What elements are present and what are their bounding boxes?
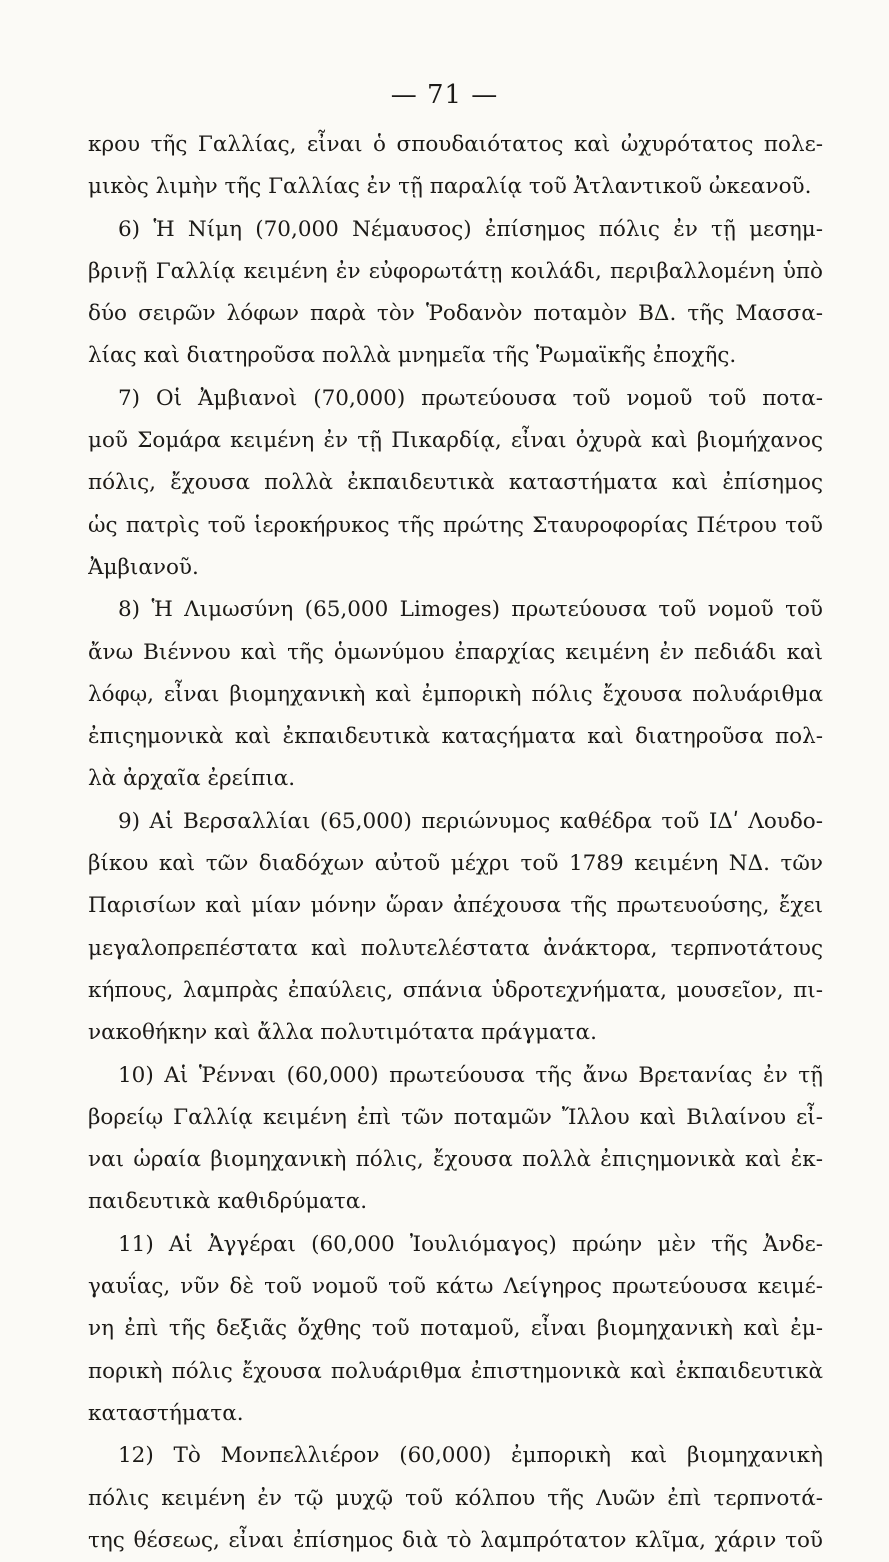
text-line: νακοθήκην καὶ ἄλλα πολυτιμότατα πράγματα. [88, 1020, 597, 1046]
text-line: 9) Αἱ Βερσαλλίαι (65,000) περιώνυμος καθέδρα τοῦ ΙΔʹ Λουδο- [118, 808, 823, 834]
text-line: μεγαλοπρεπέστατα καὶ πολυτελέστατα ἀνάκτορα, τερπνοτάτους [88, 935, 823, 961]
text-line: παιδευτικὰ καθιδρύματα. [88, 1189, 368, 1215]
text-line: 12) Τὸ Μονπελλιέρον (60,000) ἐμπορικὴ καὶ βιομηχανικὴ [118, 1443, 823, 1469]
body-text [88, 124, 823, 1562]
text-line: 11) Αἱ Ἀγγέραι (60,000 Ἰουλιόμαγος) πρώην μὲν τῆς Ἀνδε- [118, 1231, 823, 1257]
text-line: ἄνω Βιέννου καὶ τῆς ὁμωνύμου ἐπαρχίας κειμένη ἐν πεδιάδι καὶ [88, 639, 823, 665]
text-line: γαυΐας, νῦν δὲ τοῦ νομοῦ τοῦ κάτω Λείγηρος πρωτεύουσα κειμέ- [88, 1274, 823, 1300]
text-line: 6) Ἡ Νίμη (70,000 Νέμαυσος) ἐπίσημος πόλις ἐν τῇ μεσημ- [118, 216, 823, 242]
text-line: κρου τῆς Γαλλίας, εἶναι ὁ σπουδαιότατος καὶ ὠχυρότατος πολε- [88, 132, 823, 157]
text-line: 7) Οἱ Ἀμβιανοὶ (70,000) πρωτεύουσα τοῦ νομοῦ τοῦ ποτα- [118, 385, 823, 411]
text-line: λίας καὶ διατηροῦσα πολλὰ μνημεῖα τῆς Ῥωμαϊκῆς ἐποχῆς. [88, 343, 737, 369]
page-number: — 71 — [390, 80, 499, 110]
text-line: βίκου καὶ τῶν διαδόχων αὐτοῦ μέχρι τοῦ 1789 κειμένη ΝΔ. τῶν [88, 851, 823, 877]
text-line: λόφῳ, εἶναι βιομηχανικὴ καὶ ἐμπορικὴ πόλις ἔχουσα πολυάριθμα [88, 681, 823, 707]
text-line: της θέσεως, εἶναι ἐπίσημος διὰ τὸ λαμπρότατον κλῖμα, χάριν τοῦ [88, 1527, 823, 1553]
text-line: καταστήματα. [88, 1400, 244, 1426]
text-line: λὰ ἀρχαῖα ἐρείπια. [88, 766, 296, 792]
text-line: πόλις, ἔχουσα πολλὰ ἐκπαιδευτικὰ καταστήματα καὶ ἐπίσημος [88, 470, 823, 496]
text-line: πορικὴ πόλις ἔχουσα πολυάριθμα ἐπιστημονικὰ καὶ ἐκπαιδευτικὰ [88, 1358, 823, 1384]
text-line: πόλις κειμένη ἐν τῷ μυχῷ τοῦ κόλπου τῆς Λυῶν ἐπὶ τερπνοτά- [88, 1485, 823, 1511]
text-line: μικὸς λιμὴν τῆς Γαλλίας ἐν τῇ παραλίᾳ τοῦ Ἀτλαντικοῦ ὠκεανοῦ. [88, 174, 812, 200]
text-line: 8) Ἡ Λιμωσύνη (65,000 Limoges) πρωτεύουσα τοῦ νομοῦ τοῦ [118, 597, 823, 623]
text-line: μοῦ Σομάρα κειμένη ἐν τῇ Πικαρδίᾳ, εἶναι ὀχυρὰ καὶ βιομήχανος [88, 428, 823, 454]
text-line: ἐπιςημονικὰ καὶ ἐκπαιδευτικὰ καταςήματα καὶ διατηροῦσα πολ- [88, 724, 823, 750]
text-line: Παρισίων καὶ μίαν μόνην ὥραν ἀπέχουσα τῆς πρωτευούσης, ἔχει [88, 893, 823, 919]
text-line: βρινῇ Γαλλίᾳ κειμένη ἐν εὐφορωτάτῃ κοιλάδι, περιβαλλομένη ὑπὸ [88, 258, 823, 284]
text-line: ὡς πατρὶς τοῦ ἱεροκήρυκος τῆς πρώτης Σταυροφορίας Πέτρου τοῦ [88, 512, 823, 538]
text-line: κήπους, λαμπρὰς ἐπαύλεις, σπάνια ὑδροτεχνήματα, μουσεῖον, πι- [88, 977, 823, 1003]
text-line: ναι ὡραία βιομηχανικὴ πόλις, ἔχουσα πολλὰ ἐπιςημονικὰ καὶ ἐκ- [88, 1147, 823, 1173]
text-line: 10) Αἱ Ῥένναι (60,000) πρωτεύουσα τῆς ἄνω Βρετανίας ἐν τῇ [118, 1062, 823, 1088]
text-line: Ἀμβιανοῦ. [88, 554, 199, 580]
text-line: νη ἐπὶ τῆς δεξιᾶς ὄχθης τοῦ ποταμοῦ, εἶναι βιομηχανικὴ καὶ ἐμ- [88, 1316, 823, 1342]
text-line: δύο σειρῶν λόφων παρὰ τὸν Ῥοδανὸν ποταμὸν ΒΔ. τῆς Μασσα- [88, 301, 823, 327]
text-line: βορείῳ Γαλλίᾳ κειμένη ἐπὶ τῶν ποταμῶν Ἴλλου καὶ Βιλαίνου εἶ- [88, 1104, 823, 1130]
